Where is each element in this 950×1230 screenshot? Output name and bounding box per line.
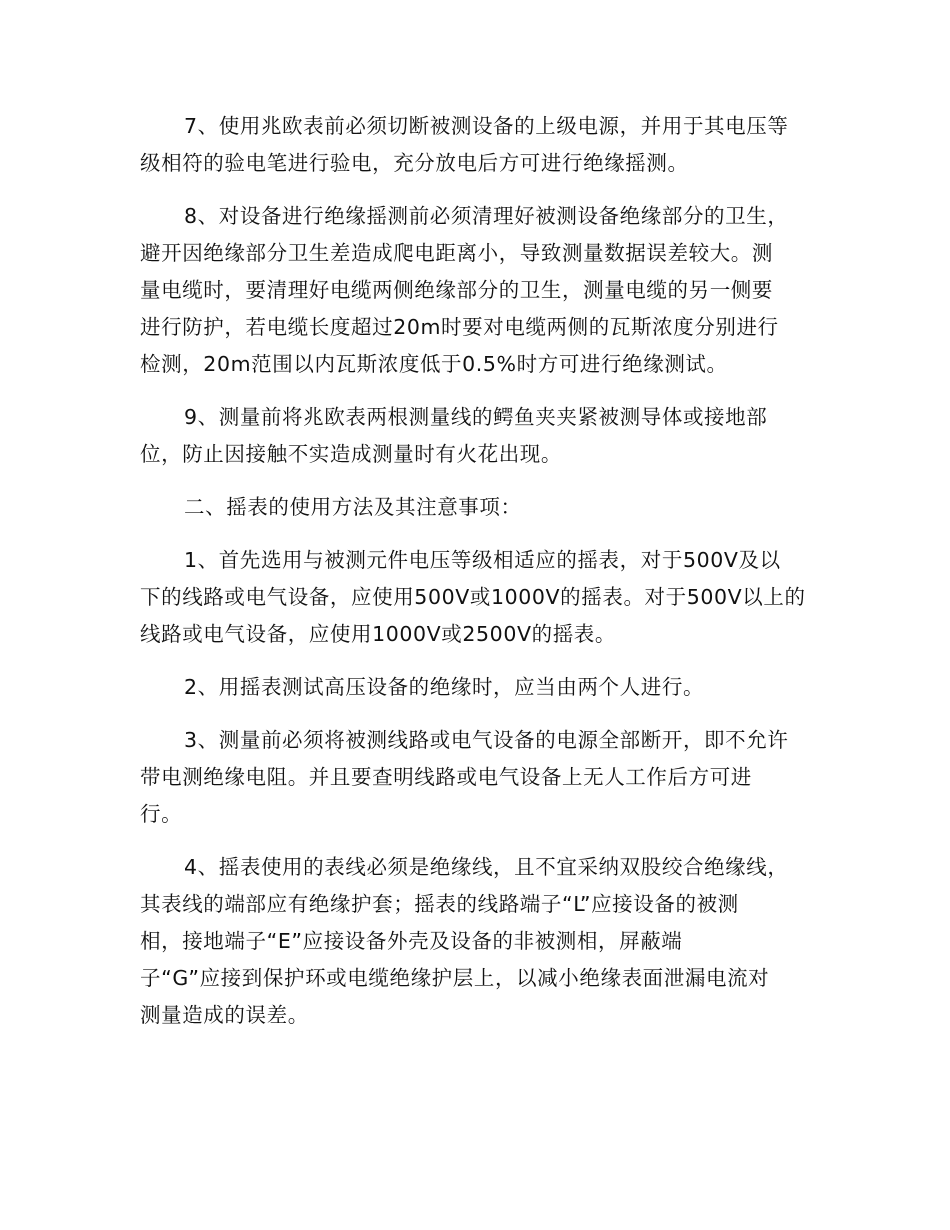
- text-line: 8、对设备进行绝缘摇测前必须清理好被测设备绝缘部分的卫生，: [184, 204, 789, 228]
- text-line: 进行防护，若电缆长度超过20m时要对电缆两侧的瓦斯浓度分别进行: [140, 315, 779, 339]
- text-line: 子“G”应接到保护环或电缆绝缘护层上，以减小绝缘表面泄漏电流对: [140, 966, 770, 990]
- section-heading: [140, 489, 810, 526]
- text-line: 测量造成的误差。: [140, 1003, 309, 1027]
- text-line: 下的线路或电气设备，应使用500V或1000V的摇表。对于500V以上的: [140, 585, 806, 609]
- text-line: 4、摇表使用的表线必须是绝缘线，且不宜采纳双股绞合绝缘线，: [184, 855, 789, 879]
- text-line: 检测，20m范围以内瓦斯浓度低于0.5%时方可进行绝缘测试。: [140, 352, 728, 376]
- paragraph-9: [140, 399, 810, 473]
- text-line: 2、用摇表测试高压设备的绝缘时，应当由两个人进行。: [184, 675, 705, 699]
- text-line: 带电测绝缘电阻。并且要查明线路或电气设备上无人工作后方可进: [140, 765, 752, 789]
- paragraph-7: [140, 108, 810, 182]
- text-line: 相，接地端子“E”应接设备外壳及设备的非被测相，屏蔽端: [140, 929, 683, 953]
- text-line: 3、测量前必须将被测线路或电气设备的电源全部断开，即不允许: [184, 728, 789, 752]
- text-line: 级相符的验电笔进行验电，充分放电后方可进行绝缘摇测。: [140, 151, 689, 175]
- text-line: 行。: [140, 802, 183, 826]
- text-line: 1、首先选用与被测元件电压等级相适应的摇表，对于500V及以: [184, 548, 781, 572]
- paragraph-3: [140, 722, 810, 833]
- paragraph-4: [140, 849, 810, 1034]
- document-body: [140, 108, 810, 1050]
- text-line: 其表线的端部应有绝缘护套；摇表的线路端子“L”应接设备的被测: [140, 892, 739, 916]
- text-line: 避开因绝缘部分卫生差造成爬电距离小，导致测量数据误差较大。测: [140, 241, 773, 265]
- paragraph-8: [140, 198, 810, 383]
- text-line: 9、测量前将兆欧表两根测量线的鳄鱼夹夹紧被测导体或接地部: [184, 405, 768, 429]
- text-line: 线路或电气设备，应使用1000V或2500V的摇表。: [140, 622, 616, 646]
- text-line: 7、使用兆欧表前必须切断被测设备的上级电源，并用于其电压等: [184, 114, 789, 138]
- text-line: 量电缆时，要清理好电缆两侧绝缘部分的卫生，测量电缆的另一侧要: [140, 278, 773, 302]
- paragraph-1: [140, 542, 810, 653]
- paragraph-2: [140, 669, 810, 706]
- heading-line: 二、摇表的使用方法及其注意事项：: [184, 495, 522, 519]
- text-line: 位，防止因接触不实造成测量时有火花出现。: [140, 442, 562, 466]
